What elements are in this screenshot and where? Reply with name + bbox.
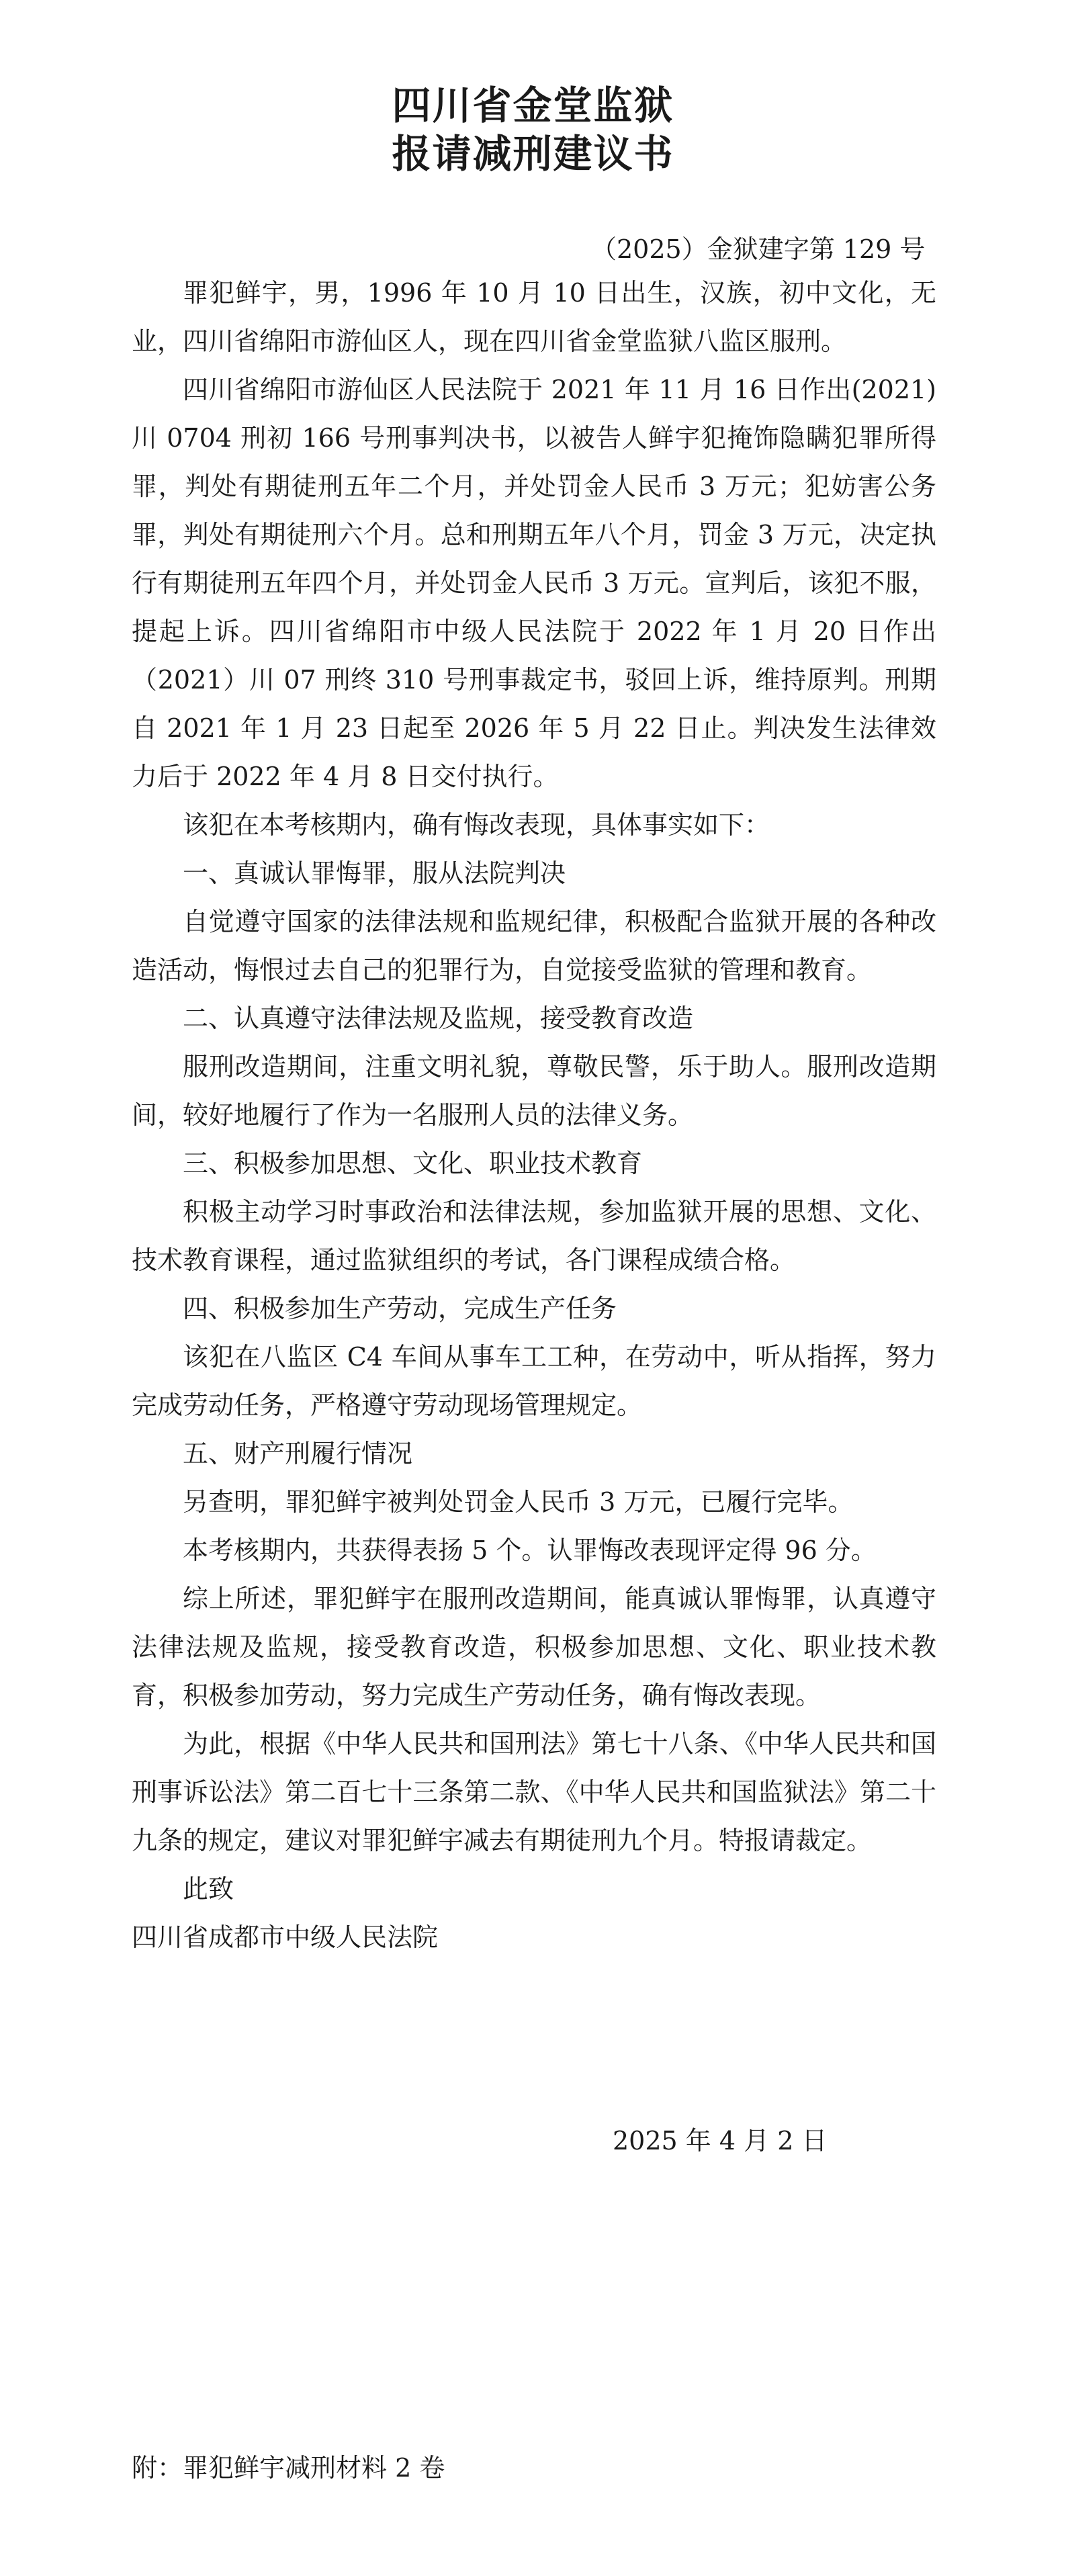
document-date: 2025 年 4 月 2 日 bbox=[613, 2126, 828, 2156]
paragraph-section-3: 积极主动学习时事政治和法律法规，参加监狱开展的思想、文化、技术教育课程，通过监狱组织的考试，各门课程成绩合格。 bbox=[132, 1197, 936, 1275]
document-title-line1: 四川省金堂监狱 bbox=[392, 83, 674, 128]
paragraph-recommendation: 为此，根据《中华人民共和国刑法》第七十八条、《中华人民共和国刑事诉讼法》第二百七十三条第二款、《中华人民共和国监狱法》第二十九条的规定，建议对罪犯鲜宇减去有期徒刑九个月。特报请裁定。 bbox=[132, 1729, 936, 1855]
section-heading-3: 三、积极参加思想、文化、职业技术教育 bbox=[183, 1149, 643, 1178]
section-heading-2: 二、认真遵守法律法规及监规，接受教育改造 bbox=[183, 1004, 694, 1033]
paragraph-judgment-history: 四川省绵阳市游仙区人民法院于 2021 年 11 月 16 日作出(2021)川 0704 刑初 166 号刑事判决书，以被告人鲜宇犯掩饰隐瞒犯罪所得罪，判处有期徒刑五年二个月，并处罚金人民币 3 万元；犯妨害公务罪，判处有期徒刑六个月。总和刑期五年八个月，罚金 3 万元，决定执行有期徒刑五年四个月，并处罚金人民币 3 万元。宣判后，该犯不服，提起上诉。四川省绵阳市中级人民法院于 2022 年 1 月 20 日作出（2021）川 07 刑终 310 号刑事裁定书，驳回上诉，维持原判。刑期自 2021 年 1 月 23 日起至 2026 年 5 月 22 日止。判决发生法律效力后于 2022 年 4 月 8 日交付执行。 bbox=[132, 375, 936, 791]
document-number: （2025）金狱建字第 129 号 bbox=[591, 234, 926, 264]
paragraph-section-4: 该犯在八监区 C4 车间从事车工工种，在劳动中，听从指挥，努力完成劳动任务，严格遵守劳动现场管理规定。 bbox=[132, 1342, 936, 1420]
document-attachment: 附：罪犯鲜宇减刑材料 2 卷 bbox=[132, 2453, 445, 2483]
recipient-court: 四川省成都市中级人民法院 bbox=[132, 1922, 439, 1952]
paragraph-section-5: 另查明，罪犯鲜宇被判处罚金人民币 3 万元，已履行完毕。 bbox=[183, 1487, 854, 1517]
paragraph-section-1: 自觉遵守国家的法律法规和监规纪律，积极配合监狱开展的各种改造活动，悔恨过去自己的犯罪行为，自觉接受监狱的管理和教育。 bbox=[132, 907, 936, 985]
section-heading-1: 一、真诚认罪悔罪，服从法院判决 bbox=[183, 858, 566, 888]
paragraph-intro-facts: 该犯在本考核期内，确有悔改表现，具体事实如下： bbox=[183, 810, 770, 840]
document-title-line2: 报请减刑建议书 bbox=[392, 131, 674, 177]
paragraph-section-2: 服刑改造期间，注重文明礼貌，尊敬民警，乐于助人。服刑改造期间，较好地履行了作为一名服刑人员的法律义务。 bbox=[132, 1052, 936, 1130]
section-heading-5: 五、财产刑履行情况 bbox=[183, 1439, 413, 1468]
paragraph-criminal-info: 罪犯鲜宇，男，1996 年 10 月 10 日出生，汉族，初中文化，无业，四川省绵阳市游仙区人，现在四川省金堂监狱八监区服刑。 bbox=[132, 278, 936, 356]
section-heading-4: 四、积极参加生产劳动，完成生产任务 bbox=[183, 1294, 617, 1323]
paragraph-commendations: 本考核期内，共获得表扬 5 个。认罪悔改表现评定得 96 分。 bbox=[183, 1536, 877, 1565]
paragraph-salutation: 此致 bbox=[183, 1874, 234, 1904]
document-body bbox=[132, 269, 936, 1961]
paragraph-summary: 综上所述，罪犯鲜宇在服刑改造期间，能真诚认罪悔罪，认真遵守法律法规及监规，接受教育改造，积极参加思想、文化、职业技术教育，积极参加劳动，努力完成生产劳动任务，确有悔改表现。 bbox=[132, 1584, 936, 1710]
